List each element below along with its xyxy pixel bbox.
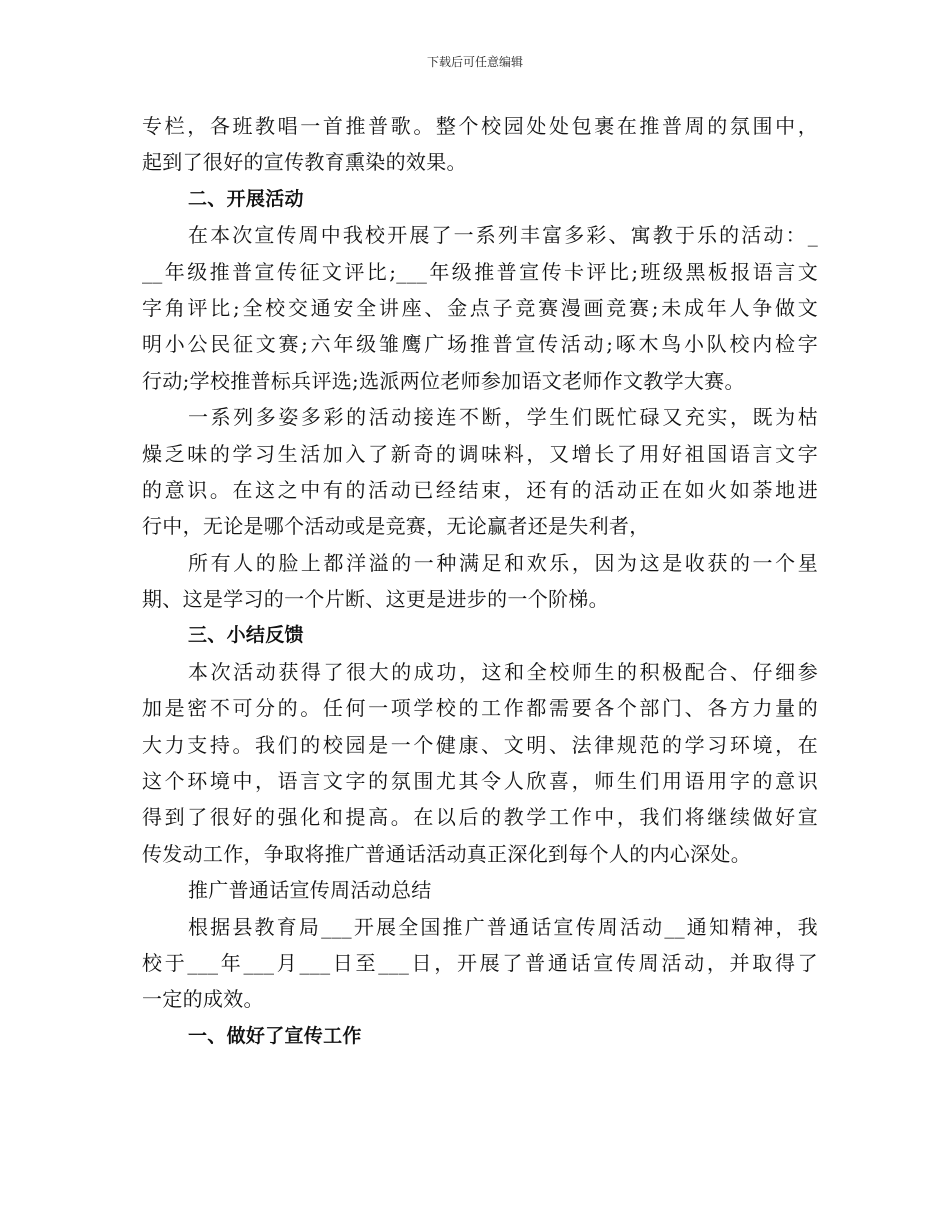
paragraph-line: 传发动工作，争取将推广普通话活动真正深化到每个人的内心深处。 (142, 841, 751, 866)
paragraph-line: 行中，无论是哪个活动或是竞赛，无论赢者还是失利者， (142, 514, 650, 539)
section-heading: 一、做好了宣传工作 (188, 1024, 362, 1047)
paragraph-line: 这个环境中，语言文字的氛围尤其令人欣喜，师生们用语用字的意识 (142, 769, 818, 794)
paragraph-line: 行动;学校推普标兵评选;选派两位老师参加语文老师作文教学大赛。 (142, 368, 745, 393)
paragraph-line: 期、这是学习的一个片断、这更是进步的一个阶梯。 (142, 587, 609, 612)
paragraph-line: 明小公民征文赛;六年级雏鹰广场推普宣传活动;啄木鸟小队校内检字 (142, 332, 818, 357)
paragraph-line: 得到了很好的强化和提高。在以后的教学工作中，我们将继续做好宣 (142, 805, 818, 830)
paragraph-line: __年级推普宣传征文评比;___年级推普宣传卡评比;班级黑板报语言文 (142, 259, 818, 284)
paragraph-line: 燥乏味的学习生活加入了新奇的调味料，又增长了用好祖国语言文字 (142, 441, 818, 466)
paragraph-line: 字角评比;全校交通安全讲座、金点子竞赛漫画竞赛;未成年人争做文 (142, 295, 818, 320)
paragraph-line: 一定的成效。 (142, 987, 264, 1012)
paragraph-line: 大力支持。我们的校园是一个健康、文明、法律规范的学习环境，在 (142, 732, 818, 757)
paragraph-line: 的意识。在这之中有的活动已经结束，还有的活动正在如火如荼地进 (142, 477, 818, 502)
paragraph-line: 校于___年___月___日至___日，开展了普通话宣传周活动，并取得了 (142, 950, 818, 975)
paragraph-line: 根据县教育局___开展全国推广普通话宣传周活动__通知精神，我 (188, 914, 818, 939)
document-title: 推广普通话宣传周活动总结 (188, 878, 432, 903)
section-heading: 三、小结反馈 (188, 624, 304, 647)
paragraph-line: 专栏，各班教唱一首推普歌。整个校园处处包裹在推普周的氛围中， (142, 114, 818, 138)
document-body (142, 108, 818, 1054)
paragraph-line: 一系列多姿多彩的活动接连不断，学生们既忙碌又充实，既为枯 (188, 405, 818, 430)
section-heading: 二、开展活动 (188, 187, 304, 210)
paragraph-line: 起到了很好的宣传教育熏染的效果。 (142, 150, 467, 175)
paragraph-line: 本次活动获得了很大的成功，这和全校师生的积极配合、仔细参 (188, 659, 818, 684)
paragraph-line: 在本次宣传周中我校开展了一系列丰富多彩、寓教于乐的活动：_ (188, 223, 818, 248)
paragraph-line: 所有人的脸上都洋溢的一种满足和欢乐，因为这是收获的一个星 (188, 550, 818, 575)
paragraph-line: 加是密不可分的。任何一项学校的工作都需要各个部门、各方力量的 (142, 696, 818, 721)
page-header-caption: 下载后可任意编辑 (426, 55, 523, 69)
